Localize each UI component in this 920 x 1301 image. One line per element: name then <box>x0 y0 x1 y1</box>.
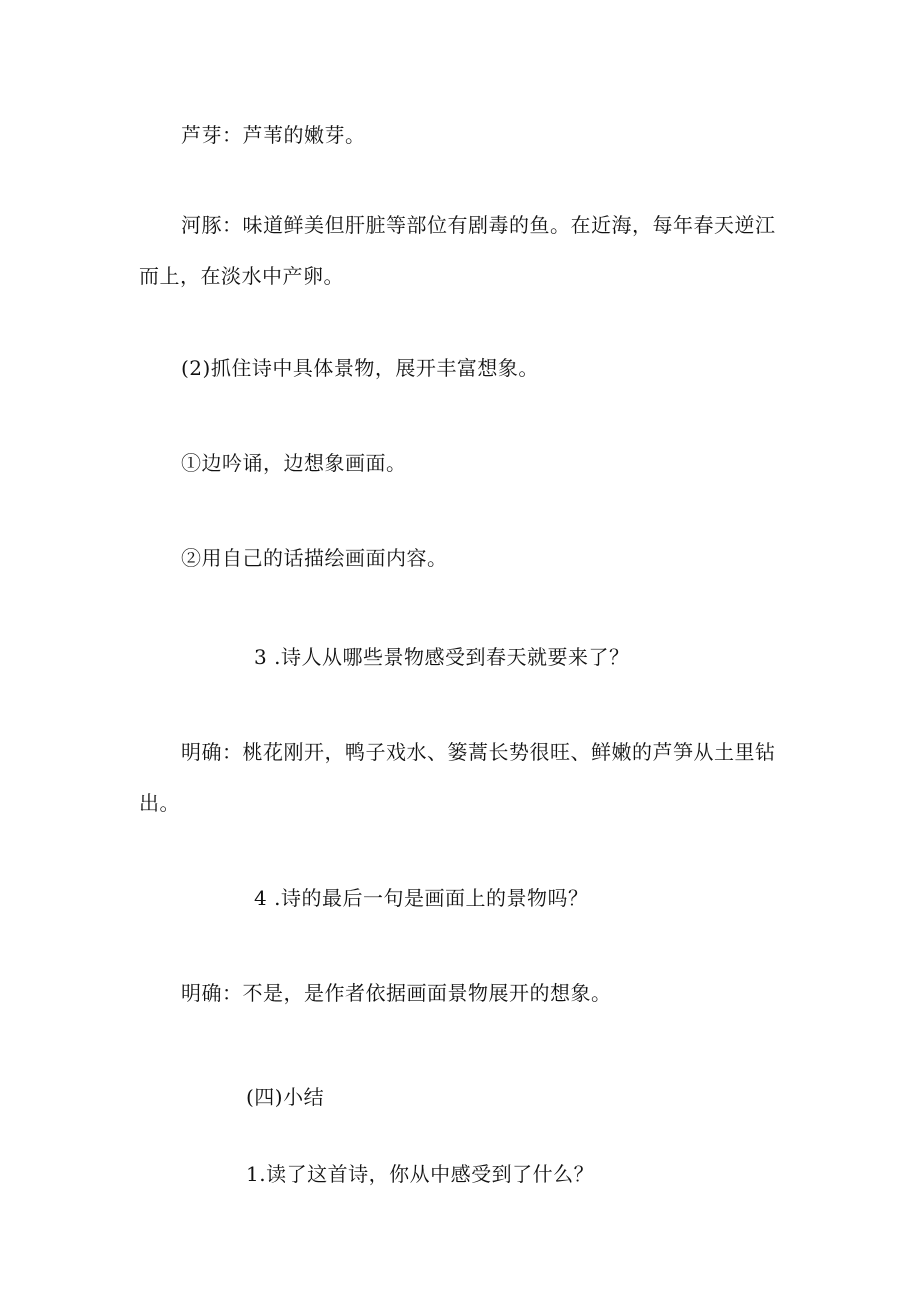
answer-4: 明确：不是，是作者依据画面景物展开的想象。 <box>181 981 612 1005</box>
answer-3: 明确：桃花刚开，鸭子戏水、篓蒿长势很旺、鲜嫩的芦笋从土里钻 <box>181 740 776 764</box>
step-2-item-1: ①边吟诵，边想象画面。 <box>181 451 407 475</box>
answer-3-cont: 出。 <box>139 791 180 815</box>
section-summary-heading: (四)小结 <box>246 1085 325 1109</box>
question-3: 3 .诗人从哪些景物感受到春天就要来了？ <box>254 645 630 669</box>
summary-question-1: 1.读了这首诗，你从中感受到了什么？ <box>246 1162 595 1186</box>
vocab-luya: 芦芽：芦苇的嫩芽。 <box>181 123 366 147</box>
vocab-hetun: 河豚：味道鲜美但肝脏等部位有剧毒的鱼。在近海，每年春天逆江 <box>181 213 776 237</box>
vocab-hetun-cont: 而上，在淡水中产卵。 <box>139 264 344 288</box>
step-2-item-2: ②用自己的话描绘画面内容。 <box>181 546 448 570</box>
step-2-heading: (2)抓住诗中具体景物，展开丰富想象。 <box>181 356 539 380</box>
question-4: 4 .诗的最后一句是画面上的景物吗？ <box>254 886 589 910</box>
